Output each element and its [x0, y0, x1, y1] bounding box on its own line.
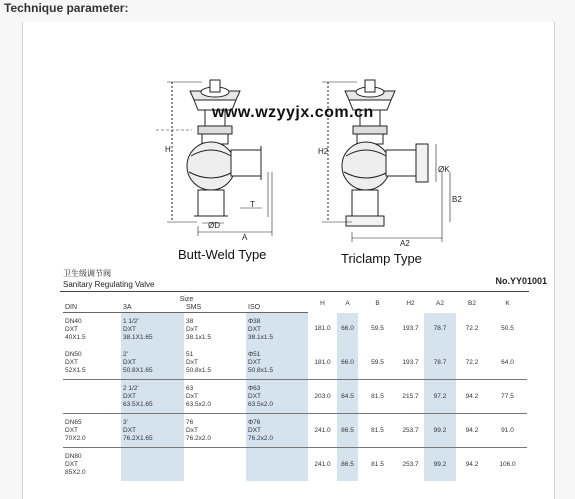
- cell-line: [186, 453, 246, 461]
- cell-line: 63.5x2.0: [186, 400, 211, 408]
- cell-din: [63, 313, 121, 347]
- cell-line: DxT: [186, 426, 198, 434]
- cell-line: [65, 401, 121, 409]
- cell-line: [248, 453, 308, 461]
- cell-din: [63, 414, 121, 448]
- cell-line: 38.1X1.65: [123, 333, 153, 341]
- cell-line: 38.1x1.5: [186, 333, 211, 341]
- cell-line: 1 1/2': [123, 317, 139, 325]
- cell-dim-H2: 253.7: [402, 460, 419, 468]
- cell-line: [65, 385, 121, 393]
- cell-dim-H2: 253.7: [397, 414, 424, 448]
- table-row: [63, 380, 527, 414]
- cell-line: DN65: [65, 418, 82, 426]
- cell-line: DXT: [65, 358, 78, 366]
- cell-line: 63: [186, 384, 194, 392]
- cell-line: [186, 469, 246, 477]
- cell-dim-H2: 193.7: [397, 346, 424, 380]
- cell-line: 38.1x1.5: [248, 333, 273, 341]
- cell-line: [248, 461, 308, 469]
- cell-dim-H2: 215.7: [397, 380, 424, 414]
- cell-line: DN50: [65, 350, 82, 358]
- cell-iso: [246, 448, 308, 482]
- cell-dim-K: 91.0: [488, 414, 527, 448]
- cell-dim-B2: 94.2: [456, 414, 488, 448]
- cell-dim-A2: 99.2: [424, 414, 456, 448]
- cell-din: [63, 380, 121, 414]
- model-number: No.YY01001: [495, 276, 547, 286]
- cell-dim-K: 77.5: [488, 380, 527, 414]
- cell-line: DXT: [65, 426, 78, 434]
- col-header-SMS: SMS: [184, 304, 246, 313]
- cell-line: 52X1.5: [65, 366, 86, 374]
- col-header-ISO: ISO: [246, 304, 308, 313]
- cell-dim-B2: 94.2: [456, 380, 488, 414]
- product-english-name: Sanitary Regulating Valve: [63, 280, 155, 289]
- table-row: [63, 313, 527, 347]
- col-header-K: K: [505, 300, 510, 308]
- dim-label-H: H: [165, 145, 171, 154]
- dim-label-A2: A2: [400, 239, 410, 248]
- cell-a3: [121, 346, 184, 380]
- cell-line: [123, 453, 184, 461]
- cell-line: 3': [123, 418, 128, 426]
- cell-line: DXT: [248, 392, 261, 400]
- dim-label-A: A: [242, 233, 248, 242]
- cell-dim-B2: 72.2: [456, 346, 488, 380]
- cell-line: 38: [186, 317, 194, 325]
- cell-dim-K: 64.0: [488, 346, 527, 380]
- cell-line: DXT: [123, 392, 136, 400]
- cell-line: DXT: [123, 358, 136, 366]
- cell-iso: [246, 313, 308, 347]
- cell-a3: [121, 313, 184, 347]
- cell-line: [186, 461, 246, 469]
- cell-line: DXT: [123, 426, 136, 434]
- valve-drawings: [22, 22, 553, 272]
- dim-label-K: ØK: [438, 165, 450, 174]
- cell-dim-A2: 78.7: [424, 313, 456, 347]
- cell-dim-K: 50.5: [501, 325, 514, 333]
- cell-line: 2 1/2': [123, 384, 139, 392]
- cell-dim-B: 59.5: [358, 346, 397, 380]
- triclamp-caption: Triclamp Type: [341, 251, 422, 266]
- cell-sms: [184, 346, 246, 380]
- cell-dim-A2: 78.7: [424, 346, 456, 380]
- cell-din: [63, 448, 121, 482]
- cell-line: Φ76: [248, 418, 261, 426]
- table-row: [63, 448, 527, 482]
- cell-line: DXT: [65, 325, 78, 333]
- butt-weld-caption: Butt-Weld Type: [178, 247, 267, 262]
- spec-table: [63, 296, 527, 481]
- cell-dim-H: 181.0: [314, 325, 331, 333]
- cell-line: Φ51: [248, 350, 261, 358]
- cell-line: 63.5x2.0: [248, 400, 273, 408]
- cell-line: DN80: [65, 452, 82, 460]
- cell-line: 76.2x2.0: [186, 434, 211, 442]
- cell-dim-B: 59.5: [371, 325, 384, 333]
- cell-dim-A2: 97.2: [424, 380, 456, 414]
- dim-label-H2: H2: [318, 147, 329, 156]
- col-header-3A: 3A: [121, 304, 184, 313]
- cell-dim-A2: 99.2: [424, 448, 456, 482]
- col-header-H: H: [320, 300, 325, 308]
- cell-line: 70X2.0: [65, 434, 86, 442]
- cell-dim-B: 81.5: [358, 380, 397, 414]
- cell-dim-K: 106.0: [499, 460, 516, 468]
- cell-sms: [184, 414, 246, 448]
- cell-a3: [121, 414, 184, 448]
- product-title: [63, 268, 154, 290]
- cell-a3: [121, 380, 184, 414]
- col-header-A2: A2: [436, 300, 444, 308]
- cell-line: [123, 461, 184, 469]
- cell-line: [65, 393, 121, 401]
- cell-line: [123, 469, 184, 477]
- cell-line: 76: [186, 418, 194, 426]
- cell-dim-A: 66.0: [337, 346, 358, 380]
- cell-sms: [184, 313, 246, 347]
- col-header-A: A: [345, 300, 350, 308]
- cell-line: Φ63: [248, 384, 261, 392]
- cell-iso: [246, 380, 308, 414]
- cell-line: [248, 469, 308, 477]
- cell-dim-H: 181.0: [308, 346, 337, 380]
- cell-line: DxT: [186, 358, 198, 366]
- cell-line: DxT: [186, 325, 198, 333]
- cell-dim-A: 66.0: [337, 313, 358, 347]
- cell-dim-B: 81.5: [371, 460, 384, 468]
- cell-line: 76.2X1.65: [123, 434, 153, 442]
- col-header-B: B: [375, 300, 380, 308]
- cell-line: 2': [123, 350, 128, 358]
- cell-dim-A: 86.5: [337, 414, 358, 448]
- cell-line: Φ38: [248, 317, 261, 325]
- watermark-text: www.wzyyjx.com.cn: [212, 104, 374, 121]
- cell-dim-A: 84.5: [337, 380, 358, 414]
- cell-dim-A: 86.5: [337, 448, 358, 482]
- cell-line: DXT: [248, 325, 261, 333]
- cell-sms: [184, 380, 246, 414]
- col-header-DIN: DIN: [63, 304, 121, 313]
- table-header-size-row: [63, 296, 527, 304]
- cell-sms: [184, 448, 246, 482]
- cell-line: 85X2.0: [65, 468, 86, 476]
- col-header-H2: H2: [406, 300, 415, 308]
- cell-a3: [121, 448, 184, 482]
- cell-line: 76.2x2.0: [248, 434, 273, 442]
- cell-line: DXT: [123, 325, 136, 333]
- size-header: Size: [179, 296, 194, 303]
- product-chinese-name: 卫生级调节阀: [63, 269, 111, 278]
- dim-label-B2: B2: [452, 195, 462, 204]
- page-heading: Technique parameter:: [4, 1, 129, 15]
- col-header-B2: B2: [468, 300, 476, 308]
- cell-line: DXT: [248, 426, 261, 434]
- cell-iso: [246, 414, 308, 448]
- table-row: [63, 414, 527, 448]
- cell-line: DN40: [65, 317, 82, 325]
- cell-dim-H: 241.0: [308, 414, 337, 448]
- cell-line: DXT: [248, 358, 261, 366]
- cell-dim-H: 241.0: [314, 460, 331, 468]
- table-row: [63, 346, 527, 380]
- cell-line: 50.8x1.5: [248, 366, 273, 374]
- cell-line: DxT: [186, 392, 198, 400]
- cell-line: 63.5X1.65: [123, 400, 153, 408]
- table-top-rule: [60, 291, 529, 292]
- cell-din: [63, 346, 121, 380]
- cell-iso: [246, 346, 308, 380]
- cell-line: 51: [186, 350, 194, 358]
- dim-label-D: ØD: [208, 221, 220, 230]
- cell-dim-B2: 94.2: [465, 460, 479, 468]
- cell-dim-H2: 193.7: [402, 325, 419, 333]
- cell-dim-B: 81.5: [358, 414, 397, 448]
- dim-label-T: T: [250, 200, 255, 209]
- cell-line: 40X1.5: [65, 333, 86, 341]
- cell-line: 50.8x1.5: [186, 366, 211, 374]
- cell-dim-H: 203.0: [308, 380, 337, 414]
- cell-dim-B2: 72.2: [465, 325, 479, 333]
- cell-line: 50.8X1.65: [123, 366, 153, 374]
- cell-line: DXT: [65, 460, 78, 468]
